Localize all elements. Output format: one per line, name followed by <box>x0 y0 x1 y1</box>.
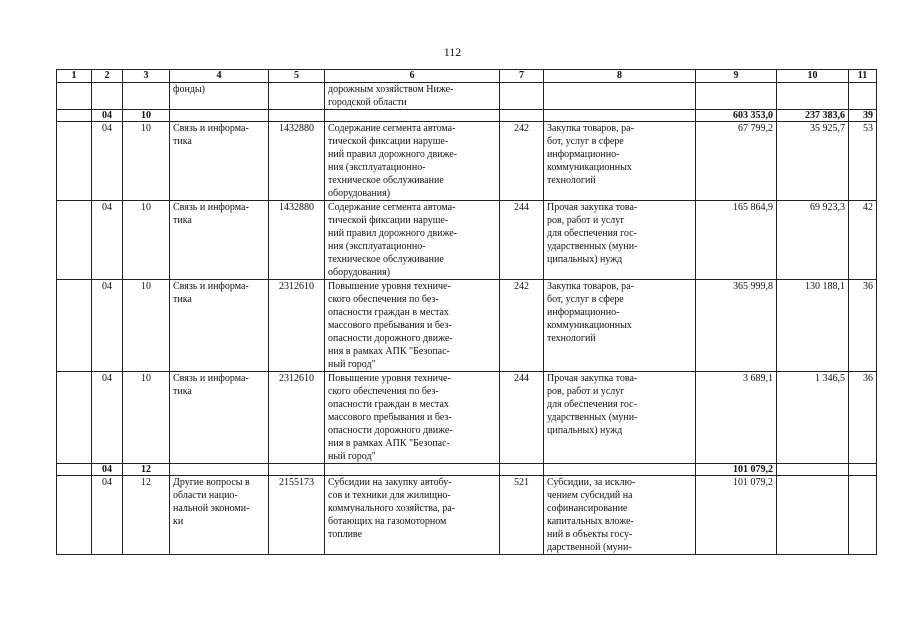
header-cell: 2 <box>92 70 123 83</box>
table-cell <box>57 280 92 372</box>
table-cell <box>57 201 92 280</box>
table-cell: 101 079,2 <box>696 464 777 476</box>
table-cell: Связь и информа- тика <box>170 280 269 372</box>
table-cell: 12 <box>123 476 170 555</box>
table-row <box>57 476 877 555</box>
table-cell: 10 <box>123 280 170 372</box>
table-cell: 2312610 <box>269 280 325 372</box>
table-cell <box>777 464 849 476</box>
table-cell: 244 <box>500 372 544 464</box>
table-cell: Субсидии, за исклю- чением субсидий на софинансирование капитальных вложе- ний в объекты госу- дарственной (муни- <box>544 476 696 555</box>
table-cell: 04 <box>92 280 123 372</box>
table-cell: 10 <box>123 110 170 122</box>
table-cell: 521 <box>500 476 544 555</box>
table-cell: 04 <box>92 476 123 555</box>
table-cell <box>325 464 500 476</box>
table-cell: Повышение уровня техниче- ского обеспечения по без- опасности граждан в местах массового пребывания и без- опасности дорожного движе- ния в рамках АПК "Безопас- ный город" <box>325 280 500 372</box>
table-cell <box>269 83 325 110</box>
table-cell: 242 <box>500 122 544 201</box>
table-cell: 10 <box>123 122 170 201</box>
table-row <box>57 201 877 280</box>
table-cell: 04 <box>92 122 123 201</box>
table-cell: Прочая закупка това- ров, работ и услуг для обеспечения гос- ударственных (муни- ципальных) нужд <box>544 372 696 464</box>
table-cell <box>544 110 696 122</box>
table-cell <box>849 83 877 110</box>
table-cell <box>269 110 325 122</box>
table-cell: фонды) <box>170 83 269 110</box>
continuation-row <box>57 83 877 110</box>
table-cell <box>57 110 92 122</box>
table-cell: 365 999,8 <box>696 280 777 372</box>
header-cell: 4 <box>170 70 269 83</box>
table-cell: Повышение уровня техниче- ского обеспечения по без- опасности граждан в местах массового пребывания и без- опасности дорожного движе- ния в рамках АПК "Безопас- ный город" <box>325 372 500 464</box>
header-cell: 11 <box>849 70 877 83</box>
table-cell: 165 864,9 <box>696 201 777 280</box>
table-cell <box>170 110 269 122</box>
table-cell: 67 799,2 <box>696 122 777 201</box>
subtotal-row <box>57 464 877 476</box>
table-cell: 603 353,0 <box>696 110 777 122</box>
table-cell <box>57 122 92 201</box>
table-cell: 35 925,7 <box>777 122 849 201</box>
table-cell <box>777 476 849 555</box>
table-cell: 69 923,3 <box>777 201 849 280</box>
header-cell: 9 <box>696 70 777 83</box>
table-cell <box>849 464 877 476</box>
table-row <box>57 372 877 464</box>
page-number: 112 <box>443 45 462 59</box>
table-cell: 53 <box>849 122 877 201</box>
table-cell <box>57 464 92 476</box>
table-cell: Закупка товаров, ра- бот, услуг в сфере информационно- коммуникационных технологий <box>544 122 696 201</box>
header-row <box>57 70 877 83</box>
table-cell <box>696 83 777 110</box>
table-cell: Субсидии на закупку автобу- сов и техники для жилищно- коммунального хозяйства, ра- ботающих на газомоторном топливе <box>325 476 500 555</box>
table-cell <box>325 110 500 122</box>
table-cell <box>500 110 544 122</box>
table-cell: 130 188,1 <box>777 280 849 372</box>
table-cell: 3 689,1 <box>696 372 777 464</box>
table-cell <box>57 372 92 464</box>
header-cell: 5 <box>269 70 325 83</box>
table-cell: Содержание сегмента автома- тической фиксации наруше- ний правил дорожного движе- ния (эксплуатационно- техническое обслуживание оборудования) <box>325 122 500 201</box>
table-cell <box>123 83 170 110</box>
table-cell: Содержание сегмента автома- тической фиксации наруше- ний правил дорожного движе- ния (эксплуатационно- техническое обслуживание оборудования) <box>325 201 500 280</box>
table-cell: 42 <box>849 201 877 280</box>
table-cell: дорожным хозяйством Ниже- городской области <box>325 83 500 110</box>
header-cell: 7 <box>500 70 544 83</box>
table-row <box>57 122 877 201</box>
table-cell: 10 <box>123 201 170 280</box>
table-cell <box>500 464 544 476</box>
table-cell <box>170 464 269 476</box>
table-cell: 04 <box>92 464 123 476</box>
table-cell: Связь и информа- тика <box>170 372 269 464</box>
table-cell: 10 <box>123 372 170 464</box>
table-cell: 237 383,6 <box>777 110 849 122</box>
header-cell: 6 <box>325 70 500 83</box>
table-cell <box>544 464 696 476</box>
header-cell: 8 <box>544 70 696 83</box>
table-cell <box>92 83 123 110</box>
subtotal-row <box>57 110 877 122</box>
table-cell: Другие вопросы в области нацио- нальной экономи- ки <box>170 476 269 555</box>
table-cell: 101 079,2 <box>696 476 777 555</box>
table-cell: 2312610 <box>269 372 325 464</box>
table-cell: 244 <box>500 201 544 280</box>
table-cell: Связь и информа- тика <box>170 201 269 280</box>
table-cell: 242 <box>500 280 544 372</box>
table-cell <box>544 83 696 110</box>
table-cell <box>269 464 325 476</box>
header-cell: 1 <box>57 70 92 83</box>
table-cell: 04 <box>92 201 123 280</box>
table-cell <box>849 476 877 555</box>
table-cell <box>57 476 92 555</box>
budget-table <box>56 69 877 555</box>
table-cell: Прочая закупка това- ров, работ и услуг для обеспечения гос- ударственных (муни- ципальных) нужд <box>544 201 696 280</box>
table-cell: 36 <box>849 280 877 372</box>
table-cell: Закупка товаров, ра- бот, услуг в сфере информационно- коммуникационных технологий <box>544 280 696 372</box>
table-cell: 1 346,5 <box>777 372 849 464</box>
table-cell: 1432880 <box>269 201 325 280</box>
table-cell <box>500 83 544 110</box>
table-cell <box>57 83 92 110</box>
header-cell: 3 <box>123 70 170 83</box>
table-cell: Связь и информа- тика <box>170 122 269 201</box>
table-cell: 36 <box>849 372 877 464</box>
table-cell: 04 <box>92 372 123 464</box>
table-cell: 2155173 <box>269 476 325 555</box>
table-cell: 12 <box>123 464 170 476</box>
header-cell: 10 <box>777 70 849 83</box>
table-cell: 04 <box>92 110 123 122</box>
table-cell: 39 <box>849 110 877 122</box>
table-cell: 1432880 <box>269 122 325 201</box>
table-row <box>57 280 877 372</box>
table-cell <box>777 83 849 110</box>
